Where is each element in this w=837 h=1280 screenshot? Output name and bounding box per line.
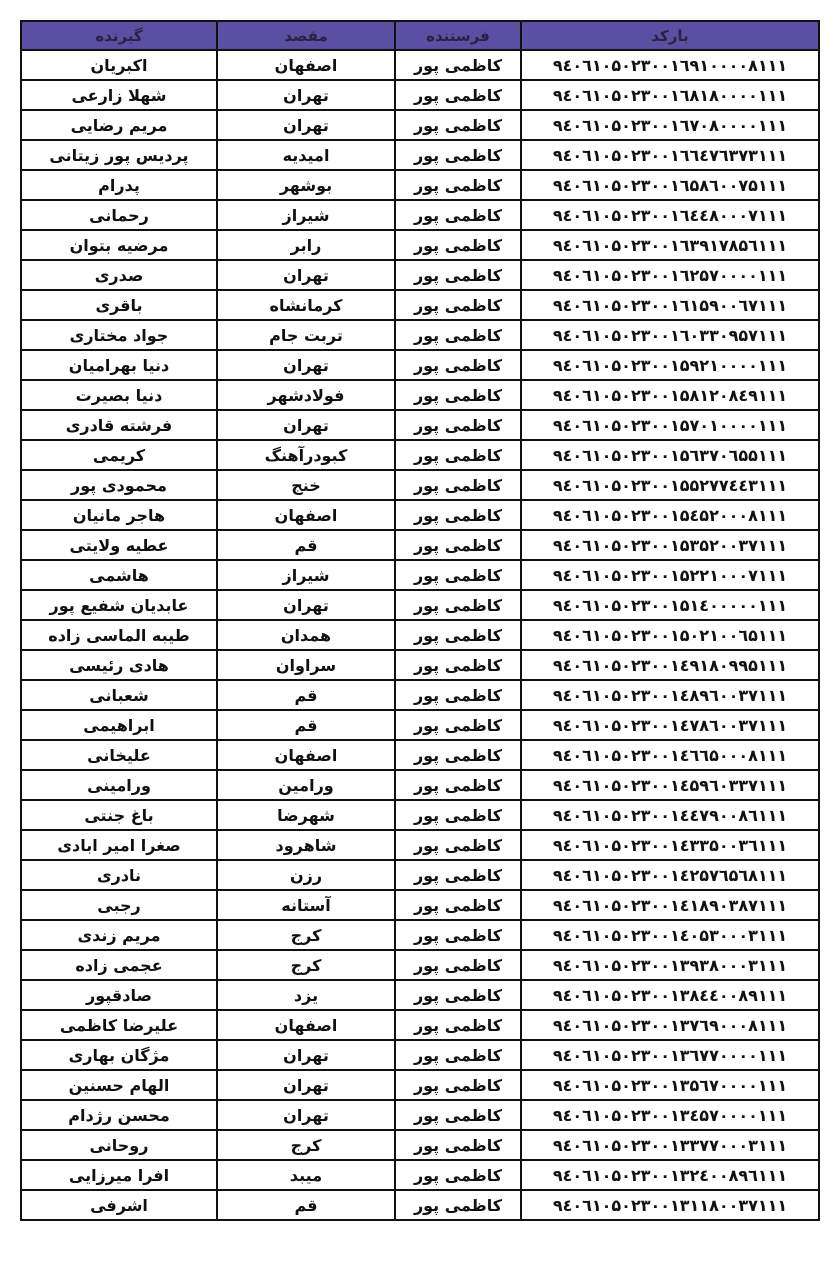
- barcode-cell: ۹٤۰٦۱۰۵۰۲۳۰۰۱٤۵۹٦۰۳۳۷۱۱۱: [521, 770, 819, 800]
- recipient-cell: صادقپور: [21, 980, 217, 1010]
- recipient-cell: هاجر مانیان: [21, 500, 217, 530]
- destination-cell: تهران: [217, 80, 395, 110]
- barcode-cell: ۹٤۰٦۱۰۵۰۲۳۰۰۱۵٤۵۲۰۰۰۸۱۱۱: [521, 500, 819, 530]
- sender-cell: کاظمی پور: [395, 620, 521, 650]
- barcode-cell: ۹٤۰٦۱۰۵۰۲۳۰۰۱۵۰۲۱۰۰٦۵۱۱۱: [521, 620, 819, 650]
- recipient-cell: ورامینی: [21, 770, 217, 800]
- sender-cell: کاظمی پور: [395, 530, 521, 560]
- barcode-cell: ۹٤۰٦۱۰۵۰۲۳۰۰۱٦۵۸٦۰۰۷۵۱۱۱: [521, 170, 819, 200]
- table-row: [21, 230, 819, 260]
- table-row: [21, 590, 819, 620]
- sender-cell: کاظمی پور: [395, 1070, 521, 1100]
- barcode-cell: ۹٤۰٦۱۰۵۰۲۳۰۰۱٤۷۸٦۰۰۳۷۱۱۱: [521, 710, 819, 740]
- table-row: [21, 1130, 819, 1160]
- destination-cell: شاهرود: [217, 830, 395, 860]
- sender-cell: کاظمی پور: [395, 560, 521, 590]
- table-row: [21, 1040, 819, 1070]
- destination-cell: قم: [217, 710, 395, 740]
- recipient-cell: ابراهیمی: [21, 710, 217, 740]
- destination-cell: بوشهر: [217, 170, 395, 200]
- sender-cell: کاظمی پور: [395, 1190, 521, 1220]
- table-row: [21, 350, 819, 380]
- sender-cell: کاظمی پور: [395, 350, 521, 380]
- table-row: [21, 620, 819, 650]
- table-row: [21, 980, 819, 1010]
- recipient-cell: محمودی پور: [21, 470, 217, 500]
- sender-cell: کاظمی پور: [395, 320, 521, 350]
- table-row: [21, 530, 819, 560]
- barcode-cell: ۹٤۰٦۱۰۵۰۲۳۰۰۱٤٦٦۵۰۰۰۸۱۱۱: [521, 740, 819, 770]
- sender-cell: کاظمی پور: [395, 1160, 521, 1190]
- header-recipient: گیرنده: [21, 21, 217, 50]
- shipments-table: [20, 20, 820, 1221]
- sender-cell: کاظمی پور: [395, 110, 521, 140]
- sender-cell: کاظمی پور: [395, 830, 521, 860]
- barcode-cell: ۹٤۰٦۱۰۵۰۲۳۰۰۱۳۸٤٤۰۰۸۹۱۱۱: [521, 980, 819, 1010]
- table-row: [21, 920, 819, 950]
- sender-cell: کاظمی پور: [395, 80, 521, 110]
- header-sender: فرستنده: [395, 21, 521, 50]
- recipient-cell: طیبه الماسی زاده: [21, 620, 217, 650]
- destination-cell: تهران: [217, 1070, 395, 1100]
- table-row: [21, 830, 819, 860]
- recipient-cell: باقری: [21, 290, 217, 320]
- destination-cell: اصفهان: [217, 740, 395, 770]
- table-row: [21, 1010, 819, 1040]
- table-row: [21, 50, 819, 80]
- destination-cell: سراوان: [217, 650, 395, 680]
- header-barcode: بارکد: [521, 21, 819, 50]
- recipient-cell: افرا میرزایی: [21, 1160, 217, 1190]
- destination-cell: ورامین: [217, 770, 395, 800]
- recipient-cell: عطیه ولایتی: [21, 530, 217, 560]
- sender-cell: کاظمی پور: [395, 650, 521, 680]
- sender-cell: کاظمی پور: [395, 500, 521, 530]
- recipient-cell: هادی رئیسی: [21, 650, 217, 680]
- recipient-cell: مریم رضایی: [21, 110, 217, 140]
- destination-cell: فولادشهر: [217, 380, 395, 410]
- destination-cell: تهران: [217, 260, 395, 290]
- recipient-cell: صغرا امیر ابادی: [21, 830, 217, 860]
- barcode-cell: ۹٤۰٦۱۰۵۰۲۳۰۰۱۵٦۳۷۰٦۵۵۱۱۱: [521, 440, 819, 470]
- barcode-cell: ۹٤۰٦۱۰۵۰۲۳۰۰۱٤۹۱۸۰۹۹۵۱۱۱: [521, 650, 819, 680]
- recipient-cell: کریمی: [21, 440, 217, 470]
- barcode-cell: ۹٤۰٦۱۰۵۰۲۳۰۰۱۳۱۱۸۰۰۳۷۱۱۱: [521, 1190, 819, 1220]
- recipient-cell: علیخانی: [21, 740, 217, 770]
- table-row: [21, 950, 819, 980]
- recipient-cell: اشرفی: [21, 1190, 217, 1220]
- sender-cell: کاظمی پور: [395, 50, 521, 80]
- sender-cell: کاظمی پور: [395, 800, 521, 830]
- recipient-cell: روحانی: [21, 1130, 217, 1160]
- barcode-cell: ۹٤۰٦۱۰۵۰۲۳۰۰۱۳٤۵۷۰۰۰۰۱۱۱: [521, 1100, 819, 1130]
- sender-cell: کاظمی پور: [395, 1130, 521, 1160]
- sender-cell: کاظمی پور: [395, 1010, 521, 1040]
- table-row: [21, 470, 819, 500]
- recipient-cell: دنیا بصیرت: [21, 380, 217, 410]
- destination-cell: اصفهان: [217, 1010, 395, 1040]
- recipient-cell: هاشمی: [21, 560, 217, 590]
- recipient-cell: پدرام: [21, 170, 217, 200]
- destination-cell: آستانه: [217, 890, 395, 920]
- barcode-cell: ۹٤۰٦۱۰۵۰۲۳۰۰۱۵۷۰۱۰۰۰۰۱۱۱: [521, 410, 819, 440]
- table-row: [21, 1100, 819, 1130]
- sender-cell: کاظمی پور: [395, 890, 521, 920]
- header-destination: مقصد: [217, 21, 395, 50]
- sender-cell: کاظمی پور: [395, 230, 521, 260]
- barcode-cell: ۹٤۰٦۱۰۵۰۲۳۰۰۱٤۲۵۷٦۵٦۸۱۱۱: [521, 860, 819, 890]
- destination-cell: کبودرآهنگ: [217, 440, 395, 470]
- barcode-cell: ۹٤۰٦۱۰۵۰۲۳۰۰۱۳۹۳۸۰۰۰۳۱۱۱: [521, 950, 819, 980]
- recipient-cell: فرشته قادری: [21, 410, 217, 440]
- barcode-cell: ۹٤۰٦۱۰۵۰۲۳۰۰۱۳۷٦۹۰۰۰۸۱۱۱: [521, 1010, 819, 1040]
- destination-cell: کرج: [217, 950, 395, 980]
- recipient-cell: عجمی زاده: [21, 950, 217, 980]
- table-row: [21, 260, 819, 290]
- table-row: [21, 1190, 819, 1220]
- header-row: [21, 21, 819, 50]
- table-row: [21, 650, 819, 680]
- table-row: [21, 440, 819, 470]
- destination-cell: تهران: [217, 1040, 395, 1070]
- sender-cell: کاظمی پور: [395, 1040, 521, 1070]
- table-row: [21, 380, 819, 410]
- sender-cell: کاظمی پور: [395, 290, 521, 320]
- destination-cell: کرج: [217, 1130, 395, 1160]
- sender-cell: کاظمی پور: [395, 380, 521, 410]
- barcode-cell: ۹٤۰٦۱۰۵۰۲۳۰۰۱٤۸۹٦۰۰۳۷۱۱۱: [521, 680, 819, 710]
- table-row: [21, 860, 819, 890]
- barcode-cell: ۹٤۰٦۱۰۵۰۲۳۰۰۱٦۲۵۷۰۰۰۰۱۱۱: [521, 260, 819, 290]
- table-row: [21, 710, 819, 740]
- destination-cell: امیدیه: [217, 140, 395, 170]
- destination-cell: اصفهان: [217, 50, 395, 80]
- table-row: [21, 770, 819, 800]
- barcode-cell: ۹٤۰٦۱۰۵۰۲۳۰۰۱۵۳۵۲۰۰۳۷۱۱۱: [521, 530, 819, 560]
- recipient-cell: دنیا بهرامیان: [21, 350, 217, 380]
- table-row: [21, 80, 819, 110]
- sender-cell: کاظمی پور: [395, 680, 521, 710]
- destination-cell: تهران: [217, 410, 395, 440]
- table-row: [21, 410, 819, 440]
- recipient-cell: نادری: [21, 860, 217, 890]
- sender-cell: کاظمی پور: [395, 950, 521, 980]
- sender-cell: کاظمی پور: [395, 860, 521, 890]
- destination-cell: شهرضا: [217, 800, 395, 830]
- table-row: [21, 560, 819, 590]
- barcode-cell: ۹٤۰٦۱۰۵۰۲۳۰۰۱٦۱۵۹۰۰٦۷۱۱۱: [521, 290, 819, 320]
- recipient-cell: مریم زندی: [21, 920, 217, 950]
- barcode-cell: ۹٤۰٦۱۰۵۰۲۳۰۰۱٤۰۵۳۰۰۰۳۱۱۱: [521, 920, 819, 950]
- barcode-cell: ۹٤۰٦۱۰۵۰۲۳۰۰۱٦۰۳۳۰۹۵۷۱۱۱: [521, 320, 819, 350]
- destination-cell: قم: [217, 1190, 395, 1220]
- destination-cell: کرج: [217, 920, 395, 950]
- barcode-cell: ۹٤۰٦۱۰۵۰۲۳۰۰۱٦٤٤۸۰۰۰۷۱۱۱: [521, 200, 819, 230]
- sender-cell: کاظمی پور: [395, 1100, 521, 1130]
- barcode-cell: ۹٤۰٦۱۰۵۰۲۳۰۰۱٦۸۱۸۰۰۰۰۱۱۱: [521, 80, 819, 110]
- recipient-cell: الهام حسنین: [21, 1070, 217, 1100]
- table-row: [21, 170, 819, 200]
- table-row: [21, 1160, 819, 1190]
- barcode-cell: ۹٤۰٦۱۰۵۰۲۳۰۰۱٦۹۱۰۰۰۰۸۱۱۱: [521, 50, 819, 80]
- table-body: [21, 50, 819, 1220]
- sender-cell: کاظمی پور: [395, 740, 521, 770]
- table-row: [21, 800, 819, 830]
- sender-cell: کاظمی پور: [395, 920, 521, 950]
- table-row: [21, 680, 819, 710]
- barcode-cell: ۹٤۰٦۱۰۵۰۲۳۰۰۱۵۲۲۱۰۰۰۷۱۱۱: [521, 560, 819, 590]
- destination-cell: همدان: [217, 620, 395, 650]
- sender-cell: کاظمی پور: [395, 260, 521, 290]
- table-row: [21, 200, 819, 230]
- destination-cell: میبد: [217, 1160, 395, 1190]
- destination-cell: خنج: [217, 470, 395, 500]
- destination-cell: رزن: [217, 860, 395, 890]
- table-row: [21, 140, 819, 170]
- sender-cell: کاظمی پور: [395, 140, 521, 170]
- recipient-cell: اکبریان: [21, 50, 217, 80]
- barcode-cell: ۹٤۰٦۱۰۵۰۲۳۰۰۱۳٦۷۷۰۰۰۰۱۱۱: [521, 1040, 819, 1070]
- sender-cell: کاظمی پور: [395, 980, 521, 1010]
- barcode-cell: ۹٤۰٦۱۰۵۰۲۳۰۰۱۵۹۲۱۰۰۰۰۱۱۱: [521, 350, 819, 380]
- barcode-cell: ۹٤۰٦۱۰۵۰۲۳۰۰۱۳۲٤۰۰۸۹٦۱۱۱: [521, 1160, 819, 1190]
- barcode-cell: ۹٤۰٦۱۰۵۰۲۳۰۰۱۵۸۱۲۰۸٤۹۱۱۱: [521, 380, 819, 410]
- recipient-cell: پردیس پور زیتانی: [21, 140, 217, 170]
- destination-cell: قم: [217, 680, 395, 710]
- table-row: [21, 110, 819, 140]
- sender-cell: کاظمی پور: [395, 710, 521, 740]
- destination-cell: رابر: [217, 230, 395, 260]
- destination-cell: قم: [217, 530, 395, 560]
- barcode-cell: ۹٤۰٦۱۰۵۰۲۳۰۰۱۳۳۷۷۰۰۰۳۱۱۱: [521, 1130, 819, 1160]
- table-row: [21, 1070, 819, 1100]
- table-row: [21, 320, 819, 350]
- barcode-cell: ۹٤۰٦۱۰۵۰۲۳۰۰۱۳۵٦۷۰۰۰۰۱۱۱: [521, 1070, 819, 1100]
- recipient-cell: رحمانی: [21, 200, 217, 230]
- recipient-cell: رجبی: [21, 890, 217, 920]
- barcode-cell: ۹٤۰٦۱۰۵۰۲۳۰۰۱٦۷۰۸۰۰۰۰۱۱۱: [521, 110, 819, 140]
- destination-cell: تهران: [217, 1100, 395, 1130]
- table-row: [21, 740, 819, 770]
- destination-cell: اصفهان: [217, 500, 395, 530]
- barcode-cell: ۹٤۰٦۱۰۵۰۲۳۰۰۱۵۵۲۷۷٤٤۳۱۱۱: [521, 470, 819, 500]
- destination-cell: شیراز: [217, 560, 395, 590]
- recipient-cell: شعبانی: [21, 680, 217, 710]
- barcode-cell: ۹٤۰٦۱۰۵۰۲۳۰۰۱٦٦٤٧٦۳۷۳۱۱۱: [521, 140, 819, 170]
- table-row: [21, 290, 819, 320]
- sender-cell: کاظمی پور: [395, 770, 521, 800]
- destination-cell: تربت جام: [217, 320, 395, 350]
- barcode-cell: ۹٤۰٦۱۰۵۰۲۳۰۰۱۵۱٤۰۰۰۰۰۱۱۱: [521, 590, 819, 620]
- recipient-cell: جواد مختاری: [21, 320, 217, 350]
- recipient-cell: صدری: [21, 260, 217, 290]
- destination-cell: یزد: [217, 980, 395, 1010]
- sender-cell: کاظمی پور: [395, 470, 521, 500]
- barcode-cell: ۹٤۰٦۱۰۵۰۲۳۰۰۱٤۳۳۵۰۰۳٦۱۱۱: [521, 830, 819, 860]
- destination-cell: شیراز: [217, 200, 395, 230]
- recipient-cell: شهلا زارعی: [21, 80, 217, 110]
- barcode-cell: ۹٤۰٦۱۰۵۰۲۳۰۰۱٤٤۷۹۰۰۸٦۱۱۱: [521, 800, 819, 830]
- sender-cell: کاظمی پور: [395, 200, 521, 230]
- destination-cell: تهران: [217, 350, 395, 380]
- table-row: [21, 890, 819, 920]
- table-header: [21, 21, 819, 50]
- destination-cell: کرمانشاه: [217, 290, 395, 320]
- table-row: [21, 500, 819, 530]
- destination-cell: تهران: [217, 110, 395, 140]
- recipient-cell: مژگان بهاری: [21, 1040, 217, 1070]
- recipient-cell: باغ جنتی: [21, 800, 217, 830]
- barcode-cell: ۹٤۰٦۱۰۵۰۲۳۰۰۱٤۱۸۹۰۳۸۷۱۱۱: [521, 890, 819, 920]
- sender-cell: کاظمی پور: [395, 170, 521, 200]
- sender-cell: کاظمی پور: [395, 440, 521, 470]
- barcode-cell: ۹٤۰٦۱۰۵۰۲۳۰۰۱٦۳۹۱۷۸۵٦۱۱۱: [521, 230, 819, 260]
- recipient-cell: علیرضا کاظمی: [21, 1010, 217, 1040]
- recipient-cell: عابدیان شفیع پور: [21, 590, 217, 620]
- recipient-cell: محسن رژدام: [21, 1100, 217, 1130]
- sender-cell: کاظمی پور: [395, 590, 521, 620]
- sender-cell: کاظمی پور: [395, 410, 521, 440]
- destination-cell: تهران: [217, 590, 395, 620]
- recipient-cell: مرضیه بتوان: [21, 230, 217, 260]
